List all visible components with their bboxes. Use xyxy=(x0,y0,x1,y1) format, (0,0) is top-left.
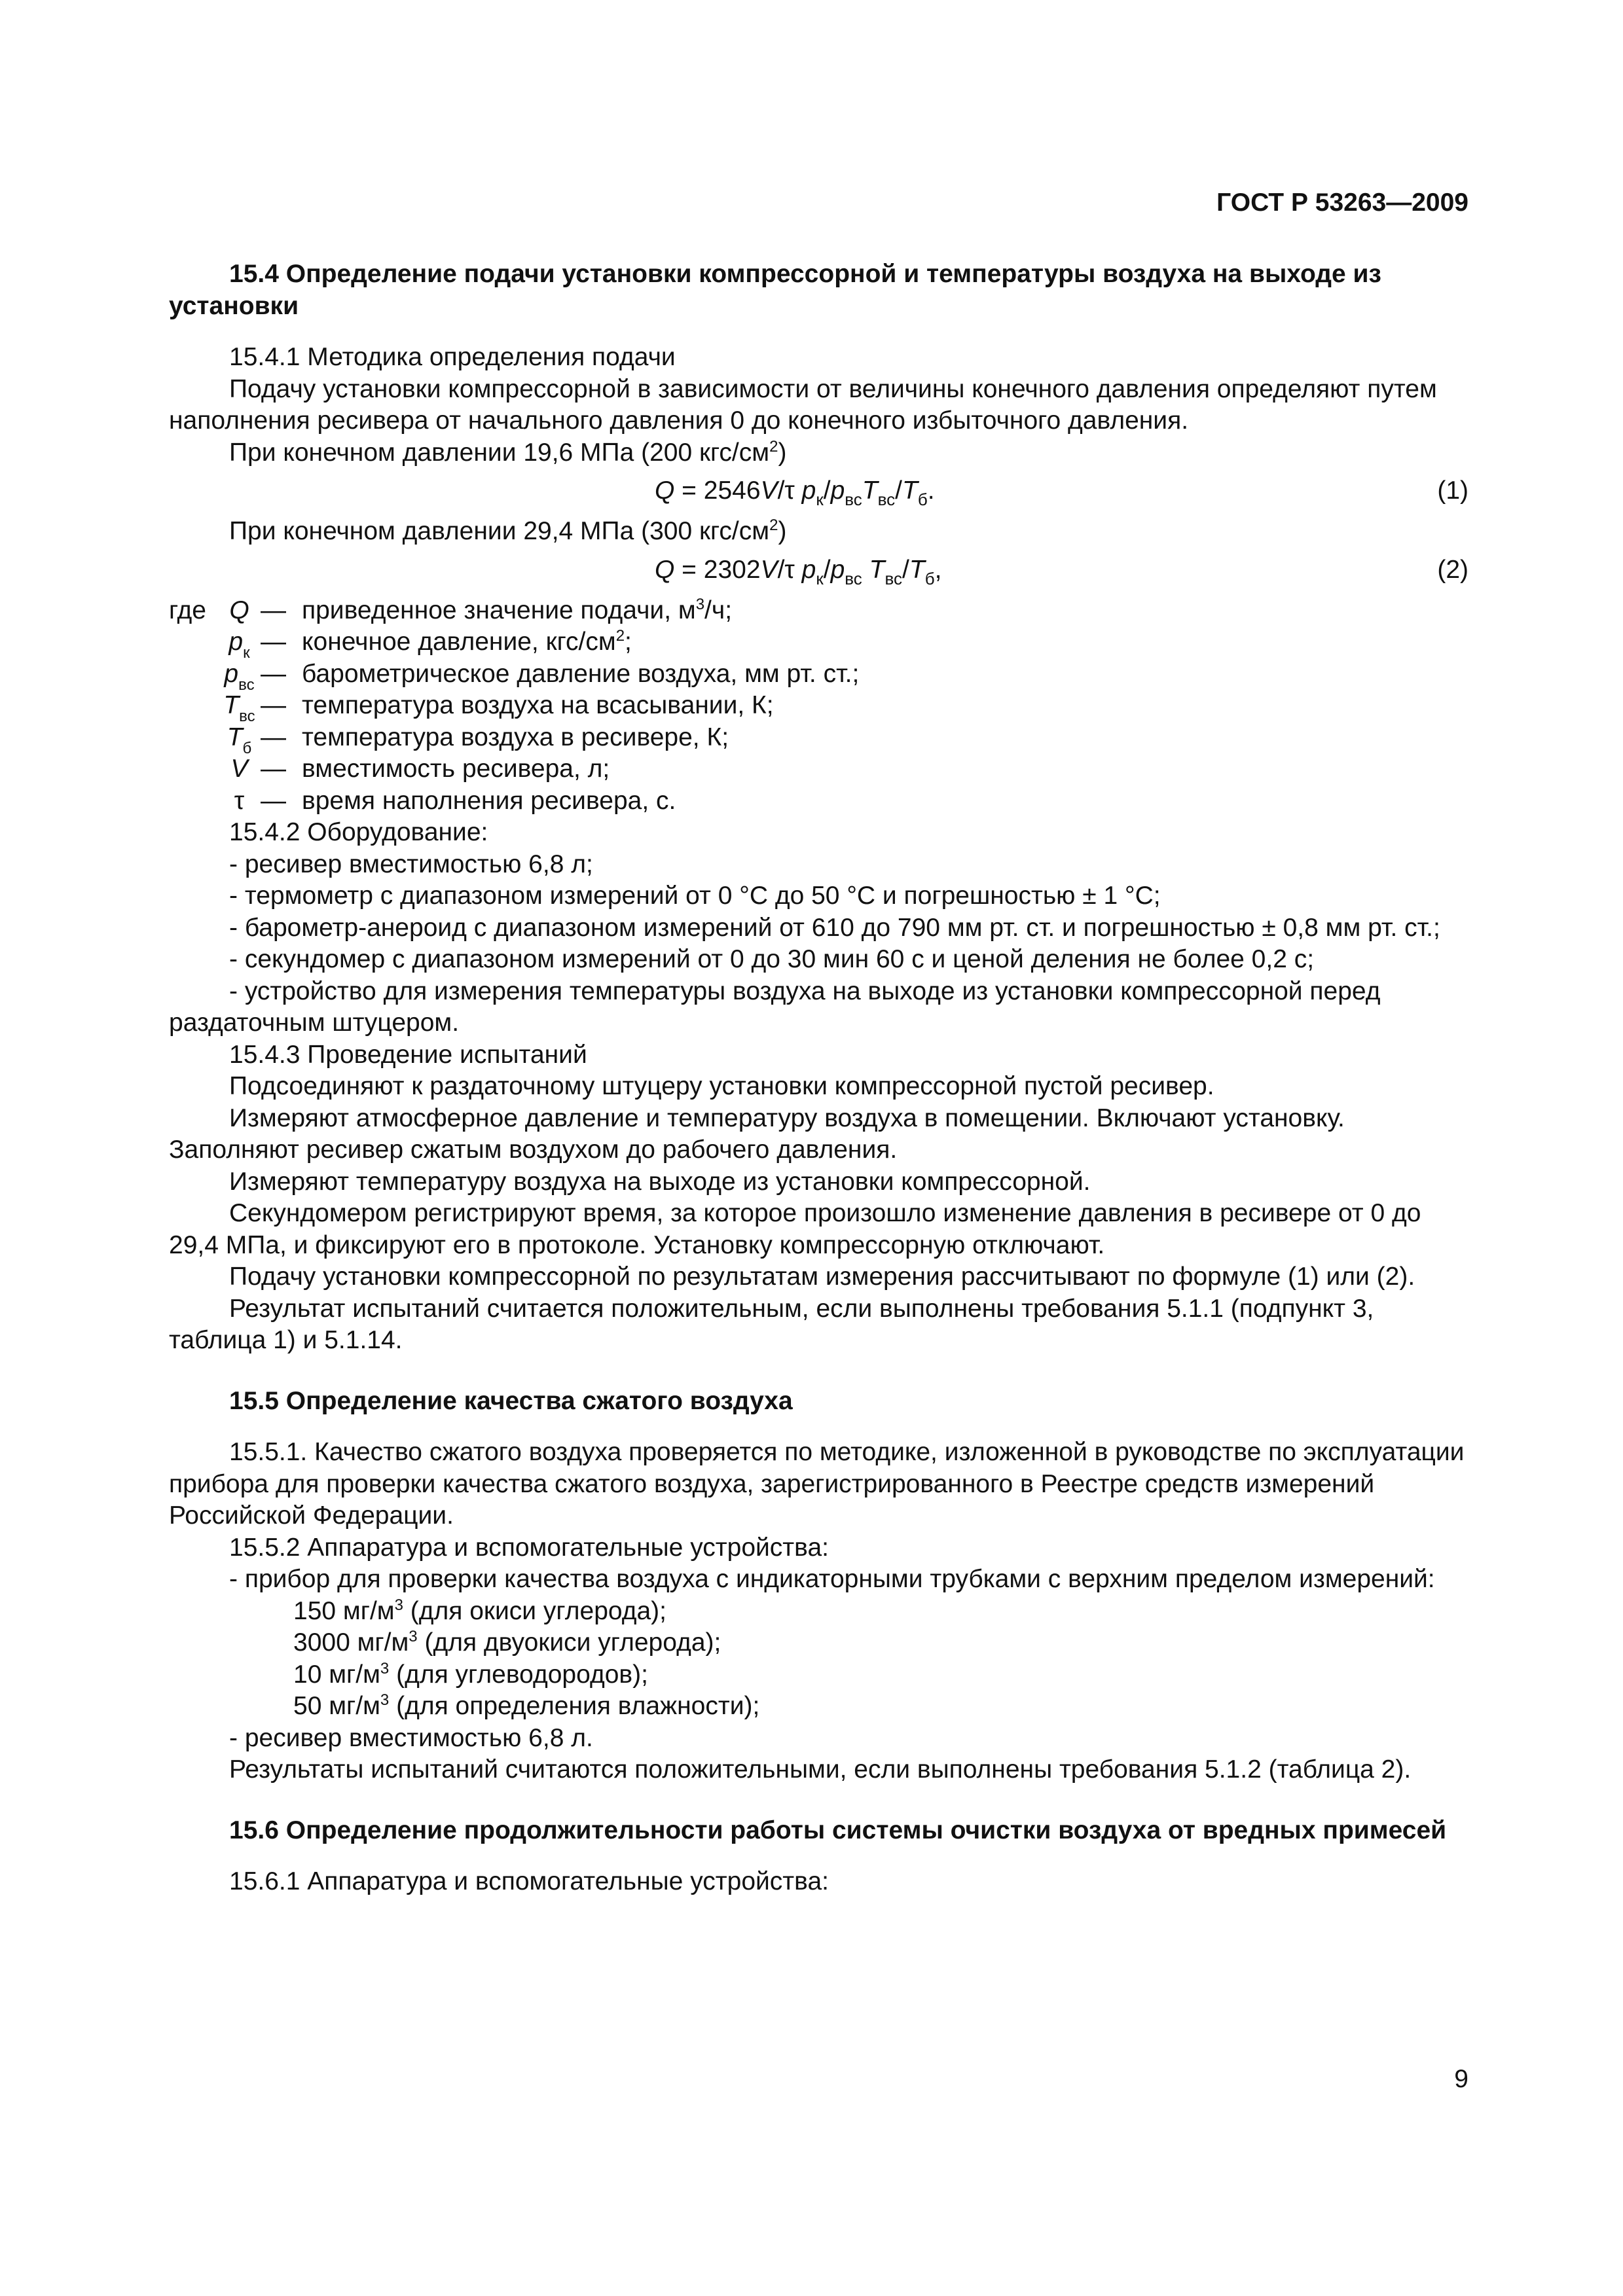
measurement-limits-list xyxy=(293,1596,1468,1723)
section-heading-15-4: 15.4 Определение подачи установки компрессорной и температуры воздуха на выходе из установки xyxy=(169,260,1381,320)
subsection-title: 15.5.2 Аппаратура и вспомогательные устройства: xyxy=(229,1533,829,1562)
paragraph: Подсоединяют к раздаточному штуцеру установки компрессорной пустой ресивер. xyxy=(229,1072,1214,1100)
section-heading-15-5: 15.5 Определение качества сжатого воздуха xyxy=(229,1386,793,1415)
section-heading-15-6: 15.6 Определение продолжительности работы системы очистки воздуха от вредных примесей xyxy=(229,1816,1447,1844)
legend-row: τ — время наполнения ресивера, с. xyxy=(234,786,676,815)
subsection-title: 15.6.1 Аппаратура и вспомогательные устройства: xyxy=(229,1867,829,1895)
formula-number: (1) xyxy=(1437,476,1468,505)
paragraph: Измеряют температуру воздуха на выходе из установки компрессорной. xyxy=(229,1167,1091,1196)
formula-expression: Q = 2546V/τ $p_к/p_{вс}T_{вс}/T_б$. xyxy=(655,476,935,509)
legend-row: $T_б$ — температура воздуха в ресивере, К; xyxy=(227,723,729,757)
document-code: ГОСТ Р 53263—2009 xyxy=(1216,188,1468,217)
document-body xyxy=(169,259,1468,1898)
list-item: - ресивер вместимостью 6,8 л; xyxy=(229,850,593,878)
legend-row: $p_к$ — конечное давление, кгс/$см^2$; xyxy=(228,627,632,662)
list-item: - прибор для проверки качества воздуха с индикаторными трубками с верхним пределом измерений: xyxy=(229,1565,1435,1593)
paragraph: Результат испытаний считается положительным, если выполнены требования 5.1.1 (подпункт 3, таблица 1) и 5.1.14. xyxy=(169,1294,1374,1354)
formula-expression: Q = 2302V/τ $p_к/p_{вс}$ $T_{вс}/T_б$, xyxy=(655,555,942,588)
formula-number: (2) xyxy=(1437,555,1468,584)
paragraph: Подачу установки компрессорной в зависимости от величины конечного давления определяют путем наполнения ресивера от начального давления 0 до конечного избыточного давления. xyxy=(169,374,1437,435)
legend-row: $p_{вс}$ — барометрическое давление воздуха, мм рт. ст.; xyxy=(224,659,860,694)
formula-2 xyxy=(169,548,1468,595)
paragraph: 15.5.1. Качество сжатого воздуха проверяется по методике, изложенной в руководстве по эксплуатации прибора для проверки качества сжатого воздуха, зарегистрированного в Реестре средств измерений Российской Федерации. xyxy=(169,1438,1465,1530)
list-item: 10 $мг/м^3$ (для углеводородов); xyxy=(293,1659,648,1689)
list-item: 3000 $мг/м^3$ (для двуокиси углерода); xyxy=(293,1628,721,1657)
list-item: - ресивер вместимостью 6,8 л. xyxy=(229,1723,593,1752)
legend-row: где Q — приведенное значение подачи, $м^3/ч$; xyxy=(169,595,733,624)
subsection-title: 15.4.3 Проведение испытаний xyxy=(229,1040,587,1069)
list-item: 150 $мг/м^3$ (для окиси углерода); xyxy=(293,1596,667,1625)
list-item: 50 $мг/м^3$ (для определения влажности); xyxy=(293,1691,760,1720)
list-item: - барометр-анероид с диапазоном измерений от 610 до 790 мм рт. ст. и погрешностью ± 0,8 мм рт. ст.; xyxy=(229,913,1440,942)
list-item: - устройство для измерения температуры воздуха на выходе из установки компрессорной перед раздаточным штуцером. xyxy=(169,977,1381,1037)
paragraph: Секундомером регистрируют время, за которое произошло изменение давления в ресивере от 0 до 29,4 МПа, и фиксируют его в протоколе. Установку компрессорную отключают. xyxy=(169,1199,1421,1259)
formula-legend xyxy=(169,595,1468,817)
page-number: 9 xyxy=(1454,2065,1468,2093)
list-item: - секундомер с диапазоном измерений от 0 до 30 мин 60 с и ценой деления не более 0,2 с; xyxy=(229,945,1315,973)
paragraph: Измеряют атмосферное давление и температуру воздуха в помещении. Включают установку. Заполняют ресивер сжатым воздухом до рабочего давления. xyxy=(169,1103,1345,1164)
paragraph: При конечном давлении 19,6 МПа (200 кгс/$см^2$) xyxy=(229,437,787,467)
subsection-title: 15.4.1 Методика определения подачи xyxy=(229,343,676,371)
list-item: - термометр с диапазоном измерений от 0 °С до 50 °С и погрешностью ± 1 °С; xyxy=(229,882,1161,910)
formula-1 xyxy=(169,469,1468,516)
paragraph: Подачу установки компрессорной по результатам измерения рассчитывают по формуле (1) или (2). xyxy=(229,1263,1415,1291)
subsection-title: 15.4.2 Оборудование: xyxy=(229,818,488,846)
paragraph: Результаты испытаний считаются положительными, если выполнены требования 5.1.2 (таблица 2). xyxy=(229,1755,1412,1784)
legend-row: $T_{вс}$ — температура воздуха на всасывании, К; xyxy=(223,691,774,725)
legend-row: V — вместимость ресивера, л; xyxy=(230,755,610,783)
paragraph: При конечном давлении 29,4 МПа (300 кгс/$см^2$) xyxy=(229,516,787,545)
